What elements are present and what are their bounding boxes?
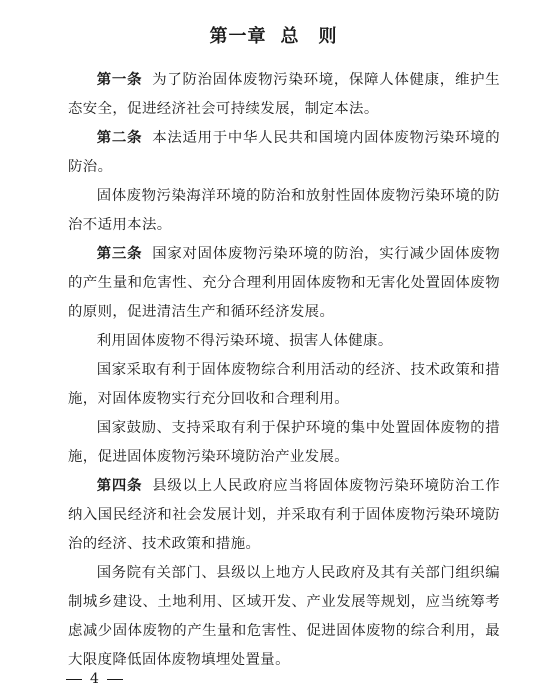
paragraph <box>68 414 500 472</box>
document-body <box>68 66 500 675</box>
chapter-number: 第一章 <box>209 26 267 47</box>
article-number: 第二条 <box>96 130 143 146</box>
paragraph-text: 国家对固体废物污染环境的防治，实行减少固体废物的产生量和危害性、充分合理利用固体废物和无害化处置固体废物的原则，促进清洁生产和循环经济发展。 <box>68 246 501 320</box>
article-number: 第一条 <box>96 72 143 88</box>
chapter-title <box>0 22 547 48</box>
footer-dash-right <box>107 679 123 680</box>
paragraph-text: 固体废物污染海洋环境的防治和放射性固体废物污染环境的防治不适用本法。 <box>68 188 500 233</box>
paragraph-text: 为了防治固体废物污染环境，保障人体健康，维护生态安全，促进经济社会可持续发展，制定本法。 <box>68 72 501 117</box>
paragraph-text: 国务院有关部门、县级以上地方人民政府及其有关部门组织编制城乡建设、土地利用、区域开发、产业发展等规划，应当统筹考虑减少固体废物的产生量和危害性、促进固体废物的综合利用，最大限度降低固体废物填埋处置量。 <box>68 565 500 668</box>
article-paragraph <box>68 472 500 559</box>
paragraph-text: 国家采取有利于固体废物综合利用活动的经济、技术政策和措施，对固体废物实行充分回收和合理利用。 <box>68 362 500 407</box>
article-number: 第四条 <box>96 478 143 494</box>
page-footer <box>66 671 123 687</box>
paragraph-text: 国家鼓励、支持采取有利于保护环境的集中处置固体废物的措施，促进固体废物污染环境防治产业发展。 <box>68 420 500 465</box>
paragraph <box>68 327 500 356</box>
article-paragraph <box>68 66 500 124</box>
paragraph <box>68 559 500 675</box>
article-paragraph <box>68 240 500 327</box>
paragraph <box>68 182 500 240</box>
article-number: 第三条 <box>96 246 143 262</box>
page-number: 4 <box>90 671 99 687</box>
paragraph-text: 县级以上人民政府应当将固体废物污染环境防治工作纳入国民经济和社会发展计划，并采取有利于固体废物污染环境防治的经济、技术政策和措施。 <box>68 478 501 552</box>
paragraph-text: 利用固体废物不得污染环境、损害人体健康。 <box>96 333 393 349</box>
article-paragraph <box>68 124 500 182</box>
chapter-name: 总 则 <box>280 26 338 47</box>
paragraph-text: 本法适用于中华人民共和国境内固体废物污染环境的防治。 <box>68 130 501 175</box>
footer-dash-left <box>66 679 82 680</box>
paragraph <box>68 356 500 414</box>
